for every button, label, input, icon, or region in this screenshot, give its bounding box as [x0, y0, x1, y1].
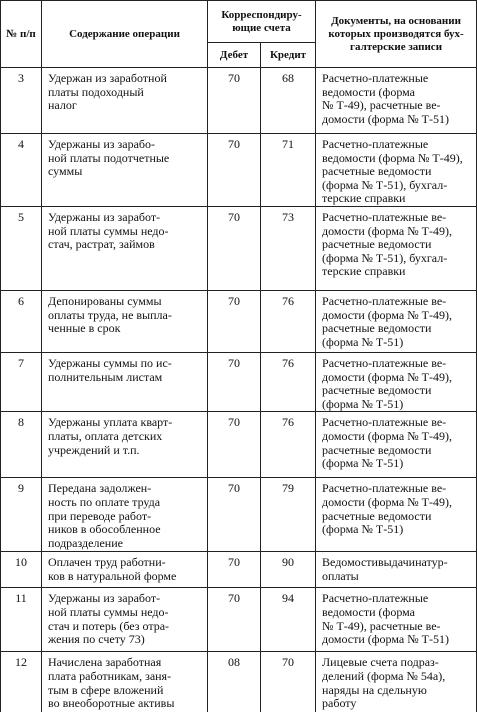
source-documents — [316, 588, 477, 652]
table-row — [1, 68, 477, 134]
header-credit: Кредит — [261, 43, 316, 68]
source-documents-text: Ведомостивыдачинатур- оплаты — [322, 555, 448, 583]
operation-description — [42, 352, 208, 411]
credit-account — [261, 290, 316, 352]
source-documents — [316, 290, 477, 352]
credit-account-text: 71 — [282, 137, 294, 151]
credit-account-text: 70 — [282, 655, 294, 670]
operation-description-text: Удержан из заработной платы подоходный налог — [48, 71, 167, 113]
credit-account — [261, 134, 316, 207]
row-number-text: 3 — [18, 71, 24, 85]
row-number — [1, 412, 42, 478]
credit-account-text: 94 — [282, 591, 294, 606]
operation-description-text: Удержаны суммы по ис- полнительным листам — [48, 355, 172, 384]
debit-account-text: 70 — [228, 293, 240, 308]
credit-account-text: 76 — [282, 355, 294, 370]
source-documents — [316, 412, 477, 478]
operation-description — [42, 588, 208, 652]
operation-description-text: Начислена заработная плата работникам, заня- тым в сфере вложений во внеоборотные активы — [48, 655, 175, 711]
source-documents — [316, 206, 477, 290]
source-documents-text: Лицевые счета подраз- делений (форма № 54а), наряды на сдельную работу — [322, 655, 446, 711]
source-documents-text: Расчетно-платежные ве- домости (форма № Т-49), расчетные ведомости (форма № Т-51) — [322, 481, 452, 537]
operation-description — [42, 552, 208, 588]
source-documents — [316, 552, 477, 588]
row-number-text: 5 — [18, 209, 24, 224]
credit-account-text: 68 — [282, 71, 294, 85]
row-number — [1, 68, 42, 134]
debit-account — [208, 290, 261, 352]
source-documents — [316, 68, 477, 134]
operation-description-text: Удержаны из зарабо- ной платы подотчетные суммы — [48, 137, 170, 179]
debit-account — [208, 134, 261, 207]
credit-account-text: 76 — [282, 293, 294, 308]
source-documents — [316, 478, 477, 552]
debit-account — [208, 478, 261, 552]
debit-account — [208, 412, 261, 478]
operation-description — [42, 68, 208, 134]
table-row — [1, 478, 477, 552]
credit-account — [261, 412, 316, 478]
row-number — [1, 134, 42, 207]
row-number-text: 8 — [18, 415, 24, 430]
row-number — [1, 206, 42, 290]
source-documents-text: Расчетно-платежные ведомости (форма № Т-49), расчетные ве- домости (форма № Т-51) — [322, 591, 449, 647]
operation-description-text: Удержаны из заработ- ной платы суммы недо- стач, растрат, займов — [48, 209, 169, 252]
table-row — [1, 352, 477, 411]
table-row — [1, 206, 477, 290]
debit-account — [208, 68, 261, 134]
row-number-text: 10 — [15, 555, 27, 570]
table-row — [1, 588, 477, 652]
operation-description — [42, 478, 208, 552]
credit-account — [261, 478, 316, 552]
source-documents — [316, 134, 477, 207]
credit-account — [261, 352, 316, 411]
source-documents — [316, 652, 477, 712]
credit-account-text: 90 — [282, 555, 294, 570]
operation-description-text: Удержаны уплата кварт- платы, оплата детских учреждений и т.п. — [48, 415, 173, 457]
operation-description — [42, 290, 208, 352]
table-body — [1, 68, 477, 712]
debit-account-text: 70 — [228, 555, 240, 570]
operation-description-text: Оплачен труд работни- ков в натуральной форме — [48, 555, 177, 583]
header-debit: Дебет — [208, 43, 261, 68]
debit-account — [208, 652, 261, 712]
credit-account-text: 76 — [282, 415, 294, 430]
operation-description — [42, 134, 208, 207]
row-number — [1, 652, 42, 712]
source-documents-text: Расчетно-платежные ве- домости (форма № Т-49), расчетные ведомости (форма № Т-51) — [322, 355, 452, 411]
debit-account-text: 70 — [228, 481, 240, 496]
row-number — [1, 552, 42, 588]
debit-account-text: 70 — [228, 71, 240, 85]
credit-account — [261, 652, 316, 712]
debit-account-text: 08 — [228, 655, 240, 670]
row-number — [1, 478, 42, 552]
header-docs: Документы, на основании которых производятся бух- галтерские записи — [316, 1, 477, 68]
operation-description-text: Депонированы суммы оплаты труда, не выпла- ченные в срок — [48, 293, 172, 336]
debit-account — [208, 552, 261, 588]
row-number — [1, 352, 42, 411]
source-documents-text: Расчетно-платежные ве- домости (форма № Т-49), расчетные ведомости (форма № Т-51) — [322, 415, 452, 471]
source-documents — [316, 352, 477, 411]
debit-account — [208, 206, 261, 290]
debit-account-text: 70 — [228, 415, 240, 430]
operation-description — [42, 652, 208, 712]
header-accounts: Корреспондиру- ющие счета — [208, 1, 316, 43]
row-number-text: 4 — [18, 137, 24, 151]
debit-account-text: 70 — [228, 209, 240, 224]
operation-description — [42, 206, 208, 290]
row-number-text: 7 — [18, 355, 24, 370]
table-row — [1, 412, 477, 478]
credit-account — [261, 206, 316, 290]
credit-account-text: 79 — [282, 481, 294, 496]
row-number — [1, 290, 42, 352]
header-row-top — [1, 1, 477, 43]
header-content: Содержание операции — [42, 1, 208, 68]
row-number — [1, 588, 42, 652]
credit-account — [261, 588, 316, 652]
operation-description-text: Передана задолжен- ность по оплате труда при переводе работ- ников в обособленное подразделение — [48, 481, 161, 550]
debit-account-text: 70 — [228, 591, 240, 606]
source-documents-text: Расчетно-платежные ведомости (форма № Т-49), расчетные ведомости (форма № Т-51), бухгал- терские справки — [322, 137, 463, 206]
operation-description — [42, 412, 208, 478]
debit-account-text: 70 — [228, 137, 240, 151]
table-row — [1, 552, 477, 588]
header-num: № п/п — [1, 1, 42, 68]
source-documents-text: Расчетно-платежные ве- домости (форма № Т-49), расчетные ведомости (форма № Т-51), бухгал- терские справки — [322, 209, 452, 279]
table-row — [1, 652, 477, 712]
row-number-text: 11 — [15, 591, 27, 606]
debit-account — [208, 588, 261, 652]
table-row — [1, 290, 477, 352]
credit-account — [261, 68, 316, 134]
debit-account — [208, 352, 261, 411]
debit-account-text: 70 — [228, 355, 240, 370]
row-number-text: 6 — [18, 293, 24, 308]
row-number-text: 9 — [18, 481, 24, 496]
row-number-text: 12 — [15, 655, 27, 670]
credit-account-text: 73 — [282, 209, 294, 224]
credit-account — [261, 552, 316, 588]
source-documents-text: Расчетно-платежные ведомости (форма № Т-49), расчетные ве- домости (форма № Т-51) — [322, 71, 449, 126]
operation-description-text: Удержаны из заработ- ной платы суммы недо- стач и потерь (без отра- жения по счету 73) — [48, 591, 170, 647]
table-row — [1, 134, 477, 207]
source-documents-text: Расчетно-платежные ве- домости (форма № Т-49), расчетные ведомости (форма № Т-51) — [322, 293, 452, 349]
